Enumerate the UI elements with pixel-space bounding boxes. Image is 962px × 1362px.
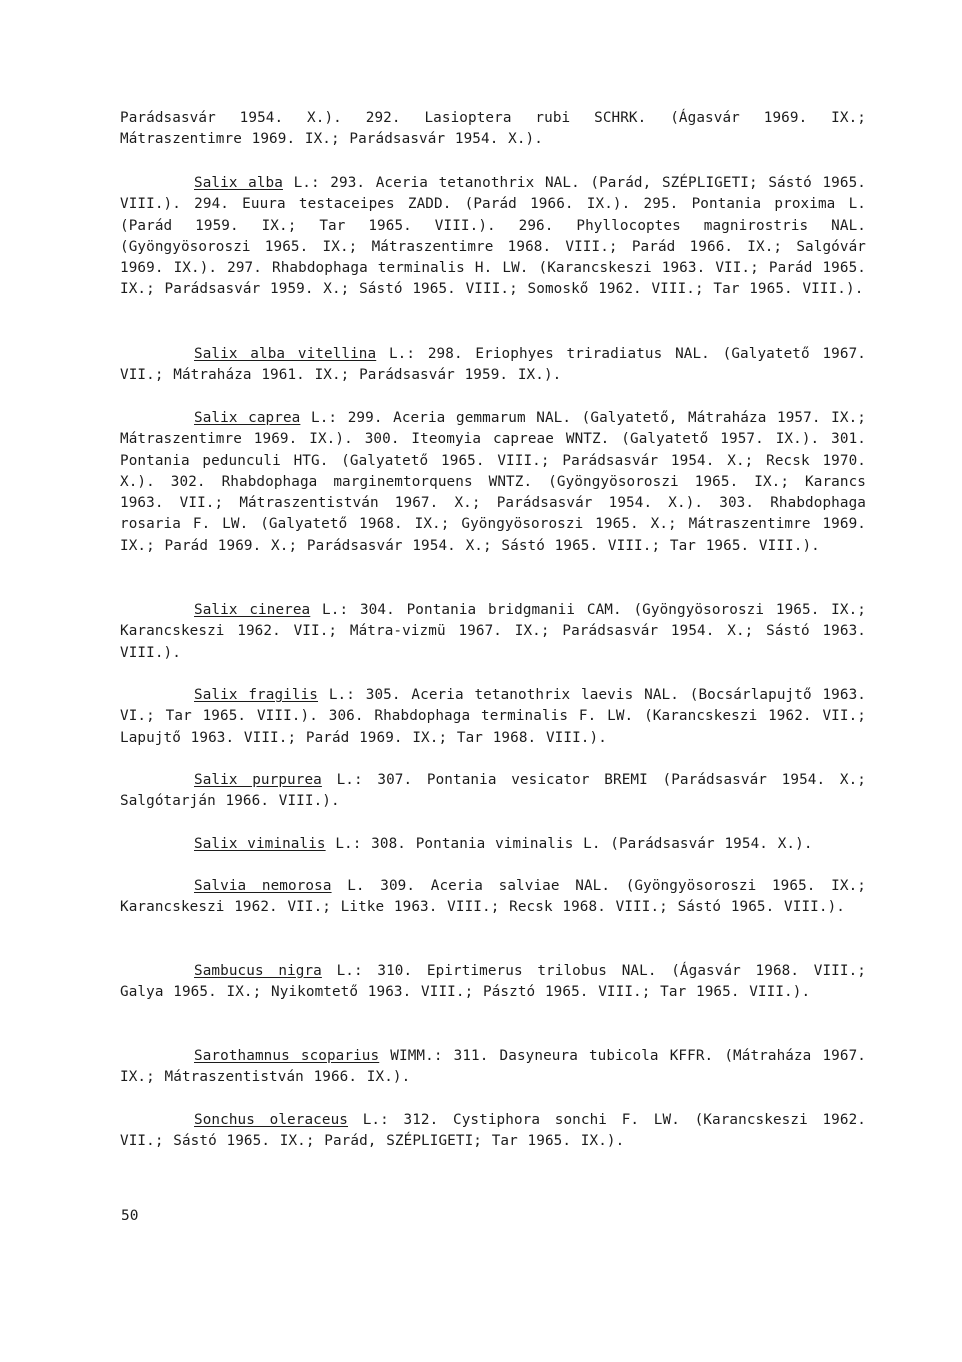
host-entry-salix-alba-vitellina [120, 344, 866, 387]
entry-text: L.: 293. Aceria tetanothrix NAL. (Parád, SZÉPLIGETI; Sástó 1965. VIII.). 294. Euura testaceipes ZADD. (Parád 1966. IX.). 295. Pontania proxima L. (Parád 1959. IX.; Tar 1965. VIII.). 296. Phyllocoptes magnirostris NAL. (Gyöngyösoroszi 1965. IX.; Mátraszentimre 1968. VIII.; Parád 1966. IX.; Salgóvár 1969. IX.). 297. Rhabdophaga terminalis H. LW. (Karancskeszi 1963. VII.; Parád 1965. IX.; Parádsasvár 1959. X.; Sástó 1965. VIII.; Somoskő 1962. VIII.; Tar 1965. VIII.). [120, 175, 866, 298]
entry-text: L.: 310. Epirtimerus trilobus NAL. (Ágasvár 1968. VIII.; Galya 1965. IX.; Nyikomtető 1963. VIII.; Pásztó 1965. VIII.; Tar 1965. VIII.). [120, 963, 867, 1001]
host-entry-salix-purpurea [120, 770, 866, 813]
host-species-name: Salvia nemorosa [194, 878, 332, 894]
host-species-name: Salix cinerea [194, 602, 311, 618]
entry-text: L.: 304. Pontania bridgmanii CAM. (Gyöngyösoroszi 1965. IX.; Karancskeszi 1962. VII.; Mátra-vizmü 1967. IX.; Parádsasvár 1954. X.; Sástó 1963. VIII.). [120, 602, 867, 661]
host-species-name: Salix caprea [194, 410, 301, 426]
host-species-name: Salix purpurea [194, 772, 322, 788]
host-entry-sarothamnus-scoparius [120, 1046, 866, 1089]
entry-text: L.: 312. Cystiphora sonchi F. LW. (Karancskeszi 1962. VII.; Sástó 1965. IX.; Parád, SZÉPLIGETI; Tar 1965. IX.). [120, 1112, 867, 1150]
host-entry-salix-fragilis [120, 685, 866, 749]
host-species-name: Sarothamnus scoparius [194, 1048, 380, 1064]
host-species-name: Salix viminalis [194, 836, 326, 852]
page-number: 50 [121, 1208, 139, 1224]
host-species-name: Salix fragilis [194, 687, 319, 703]
host-entry-salix-alba [120, 173, 866, 301]
host-species-name: Salix alba [194, 175, 283, 191]
host-entry-sonchus-oleraceus [120, 1110, 866, 1153]
host-entry-sambucus-nigra [120, 961, 866, 1004]
entry-text: L. 309. Aceria salviae NAL. (Gyöngyösoroszi 1965. IX.; Karancskeszi 1962. VII.; Litke 1963. VIII.; Recsk 1968. VIII.; Sástó 1965. VIII.). [120, 878, 866, 916]
host-entry-salix-caprea [120, 408, 866, 557]
host-entry-salvia-nemorosa [120, 876, 866, 919]
host-species-name: Salix alba vitellina [194, 346, 377, 362]
host-species-name: Sambucus nigra [194, 963, 322, 979]
host-species-name: Sonchus oleraceus [194, 1112, 349, 1128]
entry-text: L.: 308. Pontania viminalis L. (Parádsasvár 1954. X.). [325, 836, 813, 852]
continuation-paragraph [120, 108, 866, 151]
host-entry-salix-cinerea [120, 600, 866, 664]
entry-text: L.: 307. Pontania vesicator BREMI (Parádsasvár 1954. X.; Salgótarján 1966. VIII.). [120, 772, 867, 810]
entry-text: Parádsasvár 1954. X.). 292. Lasioptera rubi SCHRK. (Ágasvár 1969. IX.; Mátraszentimre 1969. IX.; Parádsasvár 1954. X.). [120, 110, 866, 148]
entry-text: L.: 298. Eriophyes triradiatus NAL. (Galyatető 1967. VII.; Mátraháza 1961. IX.; Parádsasvár 1959. IX.). [120, 346, 866, 384]
entry-text: WIMM.: 311. Dasyneura tubicola KFFR. (Mátraháza 1967. IX.; Mátraszentistván 1966. IX.). [120, 1048, 867, 1086]
entry-text: L.: 305. Aceria tetanothrix laevis NAL. (Bocsárlapujtő 1963. VI.; Tar 1965. VIII.). 306. Rhabdophaga terminalis F. LW. (Karancskeszi 1962. VII.; Lapujtő 1963. VIII.; Parád 1969. IX.; Tar 1968. VIII.). [120, 687, 867, 746]
entry-text: L.: 299. Aceria gemmarum NAL. (Galyatető, Mátraháza 1957. IX.; Mátraszentimre 1969. IX.). 300. Iteomyia capreae WNTZ. (Galyatető 1957. IX.). 301. Pontania pedunculi HTG. (Galyatető 1965. VIII.; Parádsasvár 1954. X.; Recsk 1970. X.). 302. Rhabdophaga marginemtorquens WNTZ. (Gyöngyösoroszi 1965. IX.; Karancs 1963. VII.; Mátraszentistván 1967. X.; Parádsasvár 1954. X.). 303. Rhabdophaga rosaria F. LW. (Galyatető 1968. IX.; Gyöngyösoroszi 1965. X.; Mátraszentimre 1969. IX.; Parád 1969. X.; Parádsasvár 1954. X.; Sástó 1965. VIII.; Tar 1965. VIII.). [120, 410, 866, 554]
host-entry-salix-viminalis [120, 834, 866, 855]
